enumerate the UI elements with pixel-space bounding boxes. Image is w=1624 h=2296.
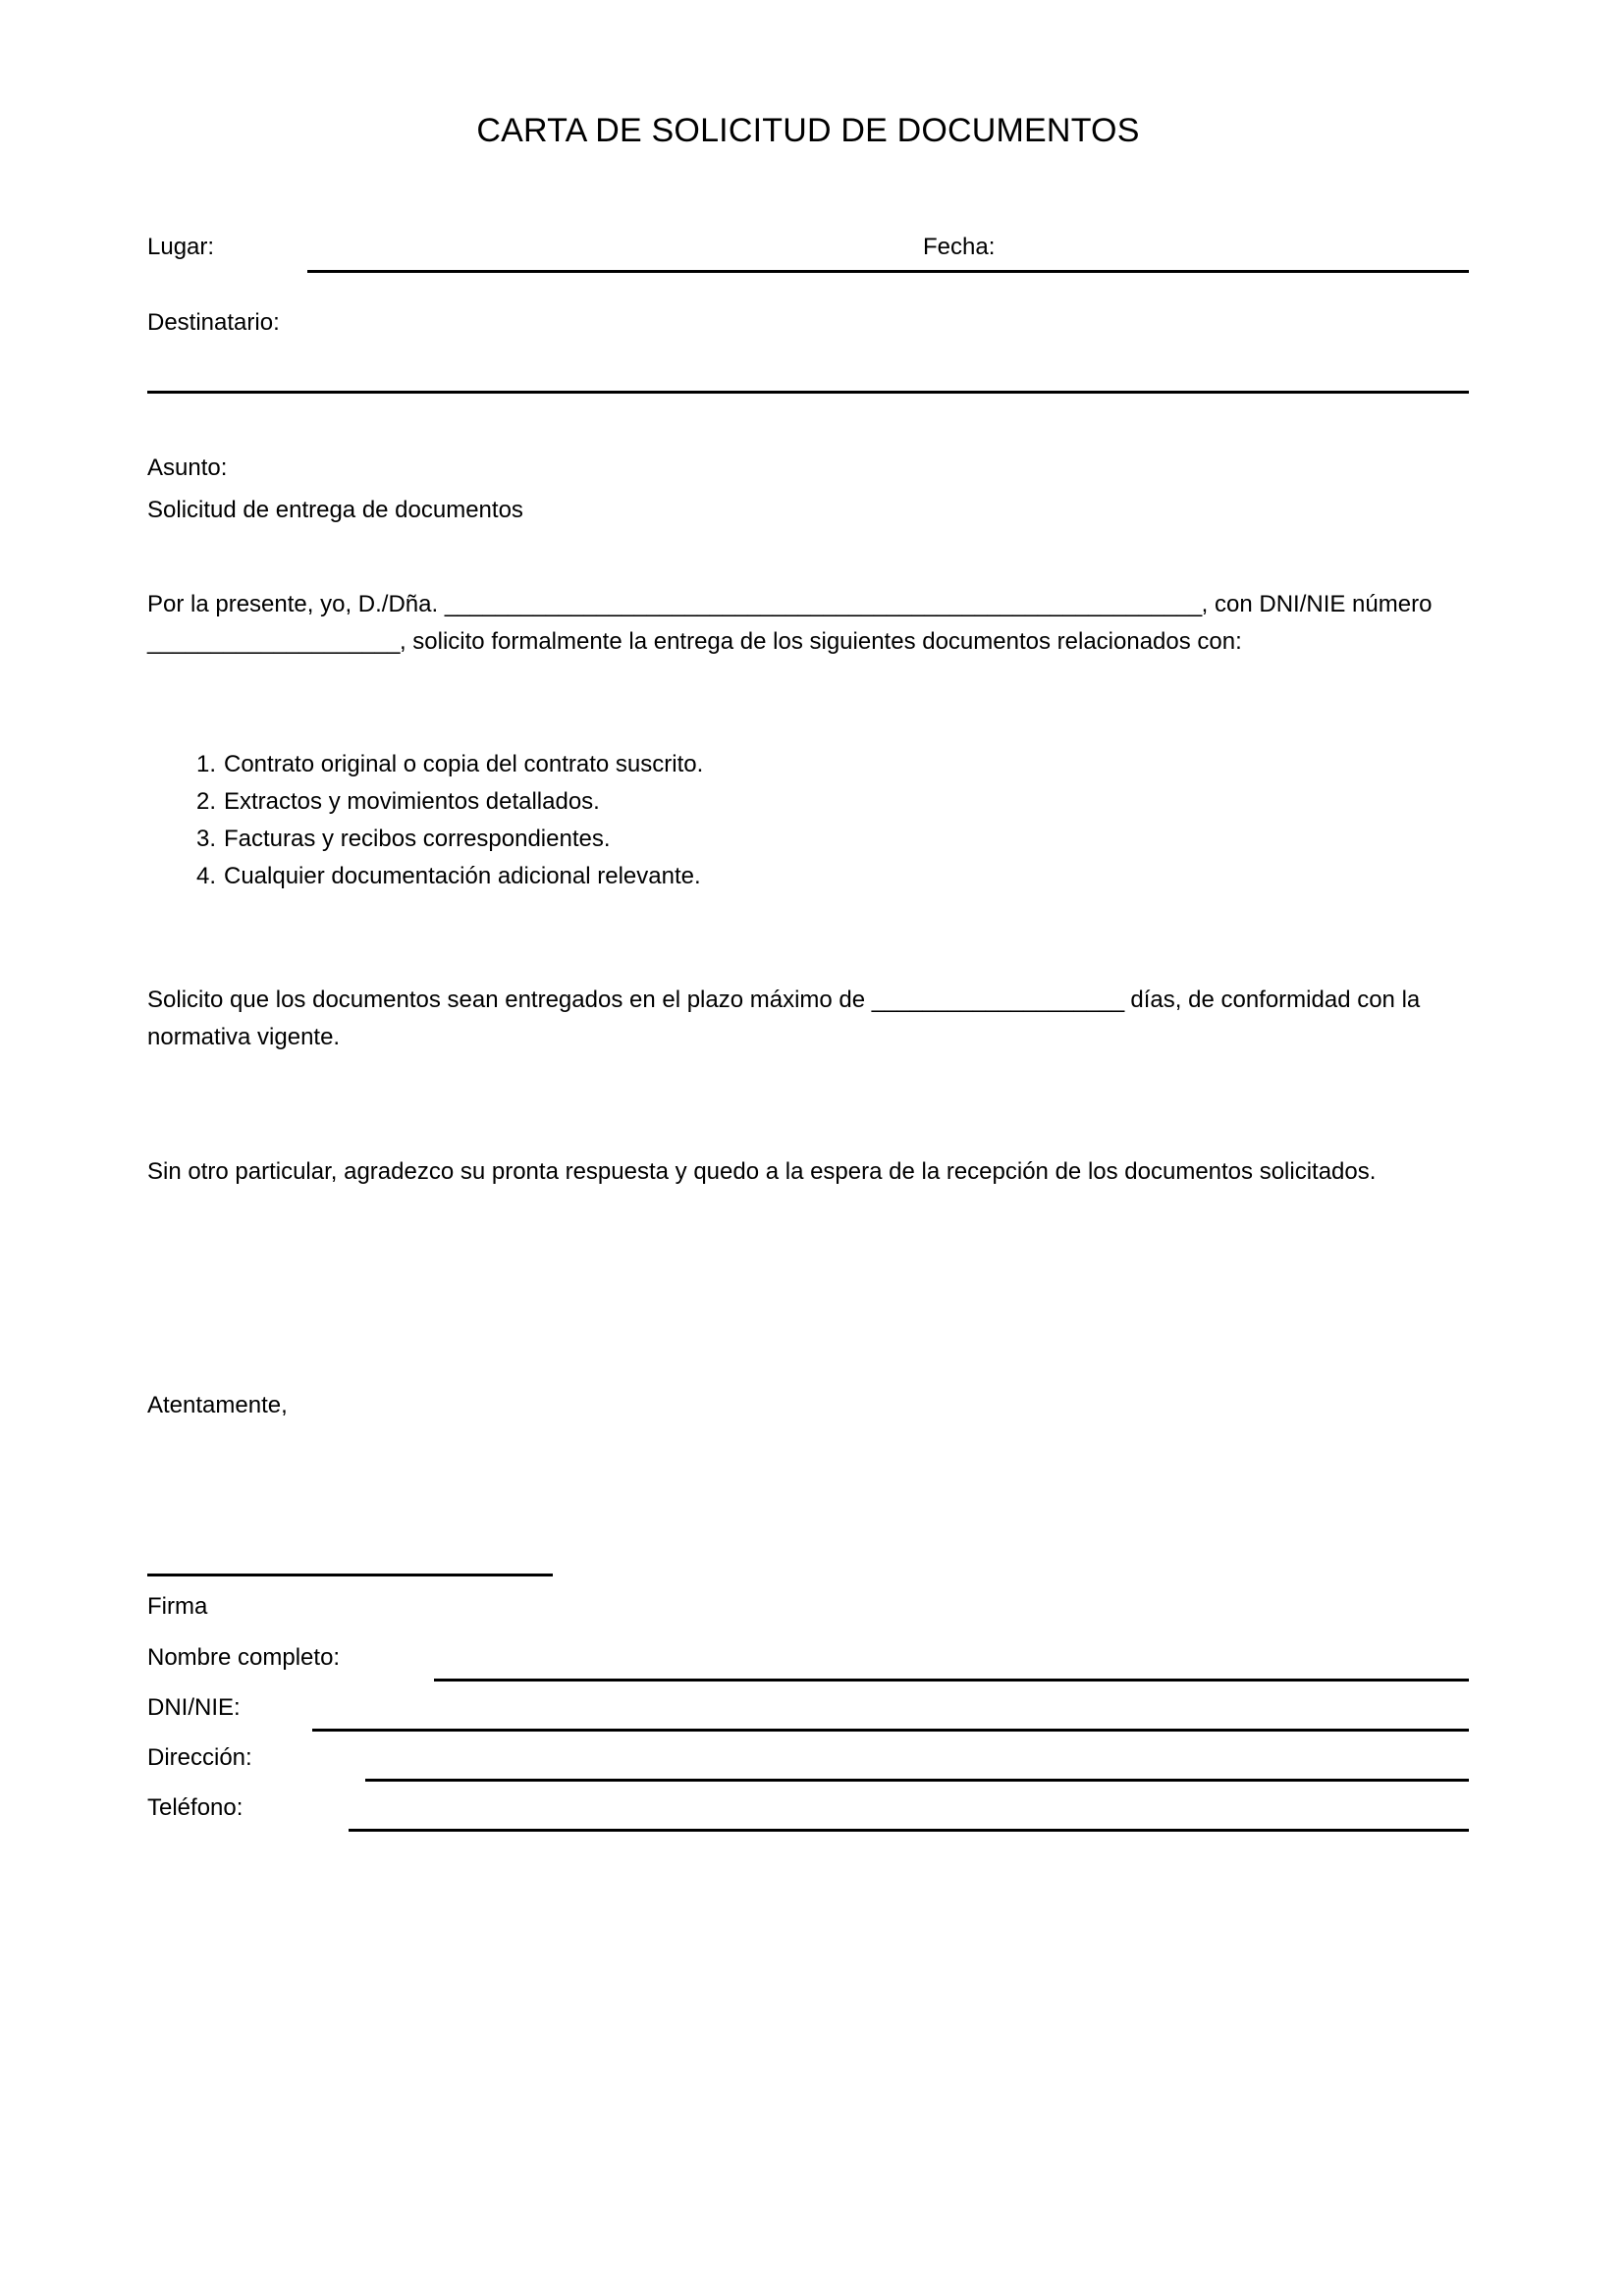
intro-text-part-3: , solicito formalmente la entrega de los siguientes documentos relacionados con: [399, 628, 1242, 655]
recipient-label: Destinatario: [147, 309, 280, 336]
name-blank[interactable]: ____________________________________________________________ [444, 591, 1202, 617]
dni-blank[interactable]: ____________________ [147, 628, 400, 655]
phone-input-rule[interactable] [349, 1829, 1469, 1832]
date-label: Fecha: [923, 234, 996, 260]
deadline-text-part-2: días, de conformidad con la normativa vigente. [147, 987, 1421, 1050]
page-title: CARTA DE SOLICITUD DE DOCUMENTOS [476, 112, 1140, 149]
deadline-paragraph [147, 982, 1469, 1056]
closing-paragraph: Sin otro particular, agradezco su pronta respuesta y quedo a la espera de la recepción de los documentos solicitados. [147, 1158, 1377, 1185]
intro-paragraph [147, 586, 1469, 661]
full-name-input-rule[interactable] [434, 1679, 1469, 1682]
list-item-number: 3. [195, 826, 216, 852]
list-item [187, 746, 703, 783]
list-item-number: 1. [195, 751, 216, 777]
deadline-days-blank[interactable]: ____________________ [871, 987, 1124, 1013]
salutation: Atentamente, [147, 1392, 288, 1418]
list-item-number: 2. [195, 788, 216, 815]
dni-input-rule[interactable] [312, 1729, 1469, 1732]
intro-text-part-2: , con DNI/NIE número [1201, 591, 1433, 617]
list-item [187, 858, 703, 895]
list-item-label: Cualquier documentación adicional relevante. [224, 863, 701, 889]
place-date-input-rule[interactable] [307, 270, 1469, 273]
signature-rule[interactable] [147, 1574, 553, 1576]
requested-documents-list [187, 746, 703, 895]
address-label: Dirección: [147, 1744, 252, 1771]
address-input-rule[interactable] [365, 1779, 1469, 1782]
recipient-input-rule[interactable] [147, 391, 1469, 394]
list-item-label: Facturas y recibos correspondientes. [224, 826, 611, 852]
place-label: Lugar: [147, 234, 215, 260]
deadline-text-part-1: Solicito que los documentos sean entregados en el plazo máximo de [147, 987, 872, 1013]
list-item [187, 783, 703, 821]
full-name-label: Nombre completo: [147, 1644, 341, 1671]
intro-text-part-1: Por la presente, yo, D./Dña. [147, 591, 445, 617]
phone-label: Teléfono: [147, 1794, 244, 1821]
subject-label: Asunto: [147, 454, 228, 481]
list-item-number: 4. [195, 863, 216, 889]
subject-value: Solicitud de entrega de documentos [147, 497, 523, 523]
list-item-label: Extractos y movimientos detallados. [224, 788, 600, 815]
list-item-label: Contrato original o copia del contrato suscrito. [224, 751, 704, 777]
signature-label: Firma [147, 1593, 208, 1620]
list-item [187, 821, 703, 858]
dni-label: DNI/NIE: [147, 1694, 241, 1721]
